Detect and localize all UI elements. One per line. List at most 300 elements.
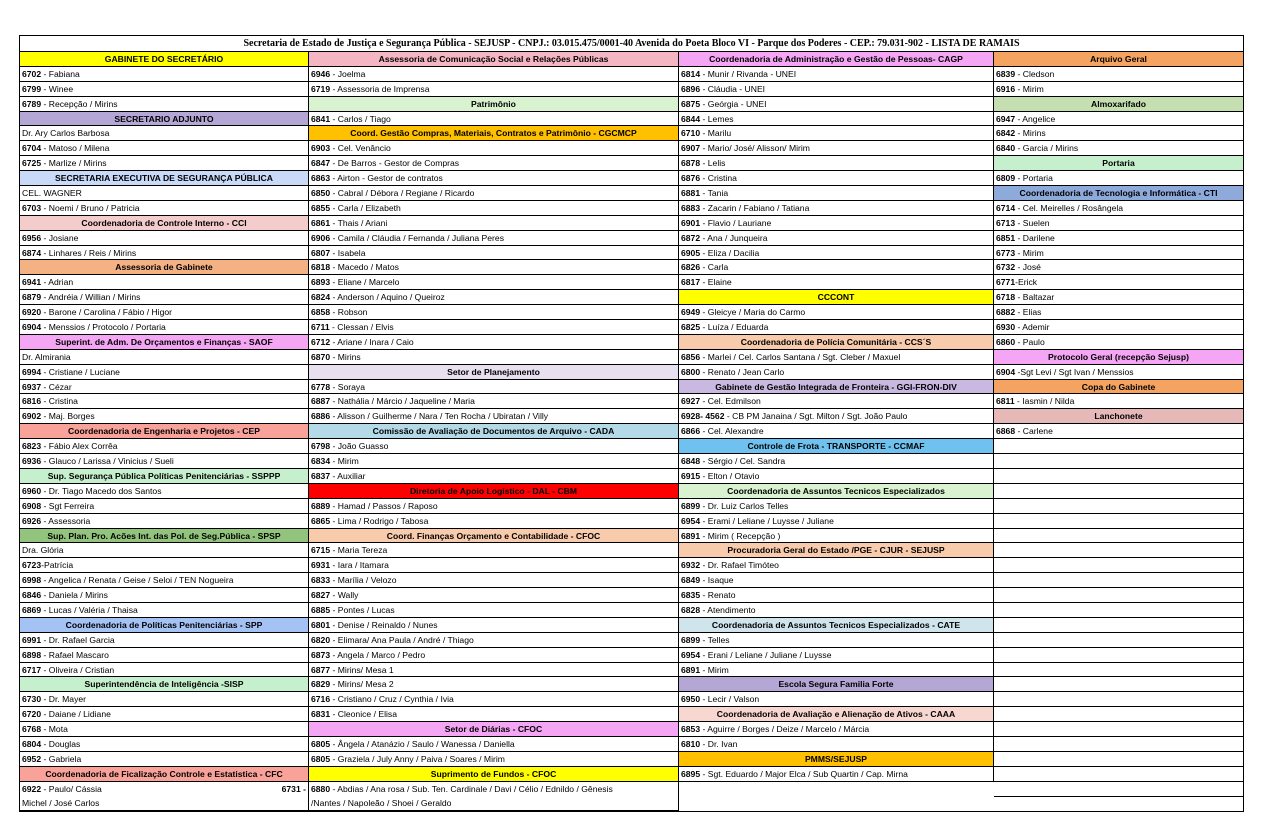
contact-names: - Carlene <box>1015 426 1053 437</box>
extension-row <box>309 588 678 603</box>
contact-names: - Dr. Mayer <box>41 694 87 705</box>
contact-names: - Cel. Venâncio <box>330 143 391 154</box>
contact-names: - Lucas / Valéria / Thaisa <box>41 604 138 615</box>
extension-row <box>20 290 308 305</box>
extension-number: 6891 <box>681 664 701 675</box>
contact-names: - Mota <box>41 724 68 735</box>
extension-row <box>309 543 678 558</box>
contact-names: - Marlei / Cel. Carlos Santana / Sgt. Cleber / Maxuel <box>700 351 901 362</box>
contact-names: Dr. Ary Carlos Barbosa <box>22 128 110 139</box>
empty-row <box>994 588 1243 603</box>
contact-names: - Douglas <box>41 738 81 749</box>
extension-number: 6789 <box>22 98 42 109</box>
section-header: Coordenadoria de Polícia Comunitária - CCS´S <box>679 335 993 350</box>
extension-row <box>994 141 1243 156</box>
extension-number: 6946 <box>311 68 331 79</box>
extension-number: 6937 <box>22 381 42 392</box>
extension-row <box>309 663 678 678</box>
extension-number: 6860 <box>996 336 1016 347</box>
extension-number: 6916 <box>996 83 1016 94</box>
extension-row <box>20 722 308 737</box>
extension-row <box>309 82 678 97</box>
contact-names: - Isaque <box>700 575 734 586</box>
contact-names: - Cledson <box>1015 68 1055 79</box>
extension-number: 6712 <box>311 336 331 347</box>
contact-names: - Dr. Luiz Carlos Telles <box>700 500 789 511</box>
extension-row <box>679 156 993 171</box>
extension-row <box>994 67 1243 82</box>
extension-row <box>994 112 1243 127</box>
extension-number: 6903 <box>311 143 331 154</box>
section-header: Arquivo Geral <box>994 52 1243 67</box>
extension-number: 6846 <box>22 590 42 601</box>
extension-row <box>309 231 678 246</box>
extension-row <box>309 394 678 409</box>
section-header: Assessoria de Comunicação Social e Relações Públicas <box>309 52 678 67</box>
contact-names: - Ademir <box>1015 322 1050 333</box>
extension-number: 6730 <box>22 694 42 705</box>
extension-row <box>309 499 678 514</box>
extension-row <box>679 737 993 752</box>
contact-names: - Mirins/ Mesa 2 <box>330 679 394 690</box>
extension-number: 6936 <box>22 456 42 467</box>
extension-row <box>679 514 993 529</box>
section-header: Superint. de Adm. De Orçamentos e Finanças - SAOF <box>20 335 308 350</box>
extension-row <box>309 216 678 231</box>
contact-names: - Atendimento <box>700 604 756 615</box>
empty-row <box>994 677 1243 692</box>
contact-names: - Clessan / Elvis <box>329 322 394 333</box>
extension-row <box>309 67 678 82</box>
extension-number: 6902 <box>22 411 42 422</box>
extension-row <box>20 543 308 558</box>
extension-row <box>679 394 993 409</box>
contact-names: - Josiane <box>41 232 79 243</box>
extension-number: 6714 <box>996 202 1016 213</box>
contact-names: - Renato / Jean Carlo <box>700 366 785 377</box>
contact-names: - Cláudia - UNEI <box>700 83 766 94</box>
extension-number: 6853 <box>681 724 701 735</box>
contact-names: - Wally <box>330 590 359 601</box>
extension-number: 6960 <box>22 485 42 496</box>
extension-number: 6949 <box>681 307 701 318</box>
extension-number: 6810 <box>681 738 701 749</box>
extension-row <box>20 394 308 409</box>
extension-row <box>20 499 308 514</box>
contact-names: - Angela / Marco / Pedro <box>330 649 426 660</box>
contact-names: - Iara / Itamara <box>330 560 389 571</box>
extension-row <box>994 335 1243 350</box>
extension-number: 6904 <box>996 366 1016 377</box>
extension-number: 6768 <box>22 724 42 735</box>
contact-names: - Macedo / Matos <box>330 262 399 273</box>
extension-number: 6848 <box>681 456 701 467</box>
contact-names: - Dr. Tiago Macedo dos Santos <box>41 485 162 496</box>
extension-row <box>20 246 308 261</box>
contact-names: - Mirim ( Recepção ) <box>700 530 781 541</box>
extension-number: 6861 <box>311 217 331 228</box>
extension-number: 6798 <box>311 441 331 452</box>
extension-row <box>994 320 1243 335</box>
extension-number: 6906 <box>311 232 331 243</box>
contact-names: - Cristiane / Luciane <box>41 366 120 377</box>
extension-number: 6844 <box>681 113 701 124</box>
extension-number: 6778 <box>311 381 331 392</box>
section-header: Copa do Gabinete <box>994 380 1243 395</box>
extension-row <box>679 67 993 82</box>
extension-row <box>309 156 678 171</box>
section-header: Coordenadoria de Assuntos Tecnicos Especializados <box>679 484 993 499</box>
contact-names: - Cristina <box>700 173 737 184</box>
extension-number: 6828 <box>681 604 701 615</box>
contact-names: - Erami / Leliane / Luysse / Juliane <box>700 515 834 526</box>
contact-names: - Gabriela <box>41 753 82 764</box>
contact-names: - Portaria <box>1015 173 1053 184</box>
contact-names: - Lecir / Valson <box>700 694 760 705</box>
extension-number: 6716 <box>311 694 331 705</box>
section-header: Coordenadoria de Avaliação e Alienação de Ativos - CAAA <box>679 707 993 722</box>
extension-row <box>309 186 678 201</box>
extension-row <box>994 231 1243 246</box>
extension-number: 6801 <box>311 619 331 630</box>
section-header: Coord. Finanças Orçamento e Contabilidade - CFOC <box>309 529 678 544</box>
extension-row <box>309 439 678 454</box>
contact-names: - Abdias / Ana rosa / Sub. Ten. Cardinale / Davi / Célio / Ednildo / Gênesis <box>330 783 613 794</box>
extension-row <box>309 737 678 752</box>
extension-number: 6863 <box>311 173 331 184</box>
extension-number: 6932 <box>681 560 701 571</box>
extension-number: 6818 <box>311 262 331 273</box>
extension-row <box>20 752 308 767</box>
extension-number: 6899 <box>681 634 701 645</box>
contact-names: - Renato <box>700 590 736 601</box>
extension-number: 6885 <box>311 604 331 615</box>
extension-row <box>679 767 993 782</box>
extension-number: 6866 <box>681 426 701 437</box>
section-header: Escola Segura Familia Forte <box>679 677 993 692</box>
extension-row <box>679 529 993 544</box>
empty-row <box>994 529 1243 544</box>
section-header: Coordenadoria de Tecnologia e Informática - CTI <box>994 186 1243 201</box>
extension-row <box>679 246 993 261</box>
section-header: Coord. Gestão Compras, Materiais, Contratos e Patrimônio - CGCMCP <box>309 126 678 141</box>
section-header: Protocolo Geral (recepção Sejusp) <box>994 350 1243 365</box>
extension-row <box>679 320 993 335</box>
section-header: Portaria <box>994 156 1243 171</box>
contact-names: - Matoso / Milena <box>41 143 110 154</box>
contact-names: - Menssios / Protocolo / Portaria <box>41 322 166 333</box>
contact-names: - Denise / Reinaldo / Nunes <box>330 619 438 630</box>
extension-row <box>679 409 993 424</box>
contact-names: - Andréia / Willian / Mirins <box>41 292 141 303</box>
extension-number: 6732 <box>996 262 1016 273</box>
extension-number: 6715 <box>311 545 331 556</box>
extension-row <box>20 231 308 246</box>
contact-names: - Fabiana <box>41 68 80 79</box>
extension-number: 6811 <box>996 396 1015 407</box>
empty-row <box>994 618 1243 633</box>
extension-number: 6805 <box>311 753 331 764</box>
extension-row <box>994 275 1243 290</box>
contact-names: - Zacarin / Fabiano / Tatiana <box>700 202 810 213</box>
extension-number: 6826 <box>681 262 701 273</box>
section-header: Procuradoria Geral do Estado /PGE - CJUR - SEJUSP <box>679 543 993 558</box>
extension-number: 6883 <box>681 202 701 213</box>
section-header: Sup. Plan. Pro. Acões Int. das Pol. de Seg.Pública - SPSP <box>20 529 308 544</box>
extension-number: 6809 <box>996 173 1016 184</box>
extension-number: 6869 <box>22 604 42 615</box>
document-title: Secretaria de Estado de Justiça e Segurança Pública - SEJUSP - CNPJ.: 03.015.475/0001-40 Avenida do Poeta Bloco VI - Parque dos Poderes - CEP.: 79.031-902 - LISTA DE RAMAIS <box>20 36 1243 52</box>
extension-row <box>309 246 678 261</box>
section-header: Lanchonete <box>994 409 1243 424</box>
extension-number: 6954 <box>681 515 701 526</box>
extension-row <box>309 633 678 648</box>
extension-row <box>309 707 678 722</box>
extension-row <box>994 290 1243 305</box>
section-header: CCCONT <box>679 290 993 305</box>
extension-number: 6931 <box>311 560 331 571</box>
extension-number: 6991 <box>22 634 42 645</box>
contact-names: - Mirim <box>1015 83 1044 94</box>
extension-number: 6907 <box>681 143 701 154</box>
contact-names: - Marlize / Mirins <box>41 158 107 169</box>
extension-row <box>309 335 678 350</box>
extension-row <box>679 97 993 112</box>
section-header: Coordenadoria de Políticas Penitenciárias - SPP <box>20 618 308 633</box>
extension-row <box>994 246 1243 261</box>
extension-number: 6840 <box>996 143 1016 154</box>
contact-names: - Munir / Rivanda - UNEI <box>700 68 797 79</box>
extension-number: 6825 <box>681 322 701 333</box>
extension-row <box>679 648 993 663</box>
extension-number: 6719 <box>311 83 331 94</box>
contact-names: - Rafael Mascaro <box>41 649 109 660</box>
contact-names: - Darilene <box>1015 232 1055 243</box>
extension-number: 6874 <box>22 247 42 258</box>
contact-names: - Daiane / Lidiane <box>41 709 111 720</box>
contact-names: - Lelis <box>700 158 726 169</box>
contact-names: - Dr. Rafael Timóteo <box>700 560 779 571</box>
empty-row <box>994 782 1243 797</box>
extension-row <box>994 126 1243 141</box>
contact-names: - Oliveira / Cristian <box>41 664 115 675</box>
contact-names: -Patrícia <box>41 560 74 571</box>
section-header: Coordenadoria de Assuntos Tecnicos Especializados - CATE <box>679 618 993 633</box>
contact-names: - Eliane / Marcelo <box>330 277 400 288</box>
section-header: Diretoria de Apoio Logístico - DAL - CBM <box>309 484 678 499</box>
contact-names: - Mirins <box>330 351 361 362</box>
contact-names: - Dr. Rafael Garcia <box>41 634 115 645</box>
section-header: Superintendência de Inteligência -SISP <box>20 677 308 692</box>
extension-number: 6882 <box>996 307 1016 318</box>
extension-number: 6881 <box>681 188 701 199</box>
extension-row <box>20 365 308 380</box>
contact-names: - Soraya <box>330 381 365 392</box>
extension-number: 6998 <box>22 575 42 586</box>
empty-row <box>994 484 1243 499</box>
extension-number: 6704 <box>22 143 42 154</box>
extension-number: 6868 <box>996 426 1016 437</box>
extension-row <box>20 484 308 499</box>
extension-row <box>309 454 678 469</box>
contact-names: - Glauco / Larissa / Vinicius / Sueli <box>41 456 174 467</box>
contact-names: - Ângela / Atanázio / Saulo / Wanessa / Daniella <box>330 738 515 749</box>
section-header: SECRETARIO ADJUNTO <box>20 112 308 127</box>
extension-row <box>994 424 1243 439</box>
extension-row <box>679 171 993 186</box>
extension-row <box>679 573 993 588</box>
contact-names: - Linhares / Reis / Mirins <box>41 247 137 258</box>
contact-names: - Paulo <box>1015 336 1045 347</box>
extension-number: 6930 <box>996 322 1016 333</box>
extension-number: 6831 <box>311 709 331 720</box>
extension-number: 6820 <box>311 634 331 645</box>
extension-number: 6896 <box>681 83 701 94</box>
section-header: Almoxarifado <box>994 97 1243 112</box>
empty-row <box>994 573 1243 588</box>
extension-row <box>679 722 993 737</box>
contact-names: - Cézar <box>41 381 72 392</box>
extension-number: 6855 <box>311 202 331 213</box>
section-header: Gabinete de Gestão Integrada de Fronteira - GGI-FRON-DIV <box>679 380 993 395</box>
extension-row <box>309 380 678 395</box>
extension-row <box>20 558 308 573</box>
contact-names: - Noemi / Bruno / Patricia <box>41 202 140 213</box>
empty-row <box>994 439 1243 454</box>
section-header: Assessoria de Gabinete <box>20 260 308 275</box>
contact-names: - Flavio / Lauriane <box>700 217 772 228</box>
extension-row <box>309 603 678 618</box>
extension-number: 6718 <box>996 292 1016 303</box>
column-3 <box>679 52 994 782</box>
extension-row <box>309 201 678 216</box>
empty-row <box>994 722 1243 737</box>
extension-number: 6927 <box>681 396 701 407</box>
contact-names: - Camila / Cláudia / Fernanda / Juliana Peres <box>330 232 504 243</box>
extension-number: 6876 <box>681 173 701 184</box>
contact-names: - Mirim <box>330 456 359 467</box>
extension-row <box>20 603 308 618</box>
contact-names: - Anderson / Aquino / Queiroz <box>330 292 445 303</box>
extension-row <box>20 380 308 395</box>
empty-row <box>994 767 1243 782</box>
extension-number: 6851 <box>996 232 1016 243</box>
extension-row <box>679 558 993 573</box>
contact-names: - Maj. Borges <box>41 411 95 422</box>
contact-names: - Carla <box>700 262 729 273</box>
extension-number: 6823 <box>22 441 42 452</box>
extension-number: 6731 - <box>281 783 306 794</box>
extension-row <box>20 320 308 335</box>
extension-row <box>20 350 308 365</box>
extension-row <box>994 394 1243 409</box>
section-header: Patrimônio <box>309 97 678 112</box>
contact-names: - Mirins <box>1015 128 1046 139</box>
extension-number: 6773 <box>996 247 1016 258</box>
section-header: Coordenadoria de Engenharia e Projetos - CEP <box>20 424 308 439</box>
extension-number: 6824 <box>311 292 331 303</box>
extension-number: 6899 <box>681 500 701 511</box>
extension-row <box>309 677 678 692</box>
extension-row <box>994 260 1243 275</box>
extension-row <box>20 707 308 722</box>
extension-number: 6886 <box>311 411 331 422</box>
extension-row <box>309 350 678 365</box>
contact-names: - Mirim <box>700 664 729 675</box>
extension-row <box>679 126 993 141</box>
extension-row <box>20 439 308 454</box>
section-header: Suprimento de Fundos - CFOC <box>309 767 678 782</box>
extension-number: 6833 <box>311 575 331 586</box>
extension-number: 6814 <box>681 68 701 79</box>
extension-number: 6872 <box>681 232 701 243</box>
extension-row <box>309 260 678 275</box>
empty-row <box>994 707 1243 722</box>
extension-row <box>309 290 678 305</box>
extension-row <box>679 469 993 484</box>
extension-row <box>679 112 993 127</box>
extension-row <box>994 82 1243 97</box>
extension-row <box>994 201 1243 216</box>
empty-row <box>994 543 1243 558</box>
section-header: GABINETE DO SECRETÁRIO <box>20 52 308 67</box>
extension-number: 6908 <box>22 500 42 511</box>
contact-names: - Gleicye / Maria do Carmo <box>700 307 806 318</box>
extension-number: 6847 <box>311 158 331 169</box>
extension-row <box>309 409 678 424</box>
extension-number: 6893 <box>311 277 331 288</box>
contact-names: -Erick <box>1015 277 1038 288</box>
extension-number: 6799 <box>22 83 42 94</box>
contact-names: -Sgt Levi / Sgt Ivan / Menssios <box>1015 366 1134 377</box>
extension-number: 6858 <box>311 307 331 318</box>
extension-number: 6891 <box>681 530 701 541</box>
extension-number: 6954 <box>681 649 701 660</box>
extension-row <box>309 618 678 633</box>
extension-number: 6947 <box>996 113 1016 124</box>
contact-names: - Elaine <box>700 277 732 288</box>
section-header: Coordenadoria de Administração e Gestão de Pessoas- CAGP <box>679 52 993 67</box>
contact-names: - Mario/ José/ Alisson/ Mirim <box>700 143 810 154</box>
contact-names: - Cleonice / Elisa <box>330 709 397 720</box>
extension-number: 6952 <box>22 753 42 764</box>
contact-names: - Maria Tereza <box>330 545 388 556</box>
contact-names: CEL. WAGNER <box>22 188 82 199</box>
extension-row <box>20 648 308 663</box>
section-header: Setor de Planejamento <box>309 365 678 380</box>
contact-names: - Angelica / Renata / Geise / Seloi / TEN Nogueira <box>41 575 234 586</box>
contact-names: - Cel. Alexandre <box>700 426 764 437</box>
extension-number: 6804 <box>22 738 42 749</box>
contact-names: - Erani / Leliane / Juliane / Luysse <box>700 649 832 660</box>
extension-number: 6870 <box>311 351 331 362</box>
empty-row <box>994 603 1243 618</box>
extension-row <box>309 469 678 484</box>
empty-row <box>994 469 1243 484</box>
contact-names: - Alisson / Guilherme / Nara / Ten Rocha / Ubiratan / Villy <box>330 411 549 422</box>
contact-names-continued: Michel / José Carlos <box>22 798 100 809</box>
contact-names: - Marilu <box>700 128 732 139</box>
contact-names: - Iasmin / Nilda <box>1014 396 1075 407</box>
contact-names: - Assessoria de Imprensa <box>330 83 430 94</box>
empty-row <box>994 663 1243 678</box>
extension-number: 6817 <box>681 277 701 288</box>
extension-row <box>679 663 993 678</box>
extension-row <box>20 126 308 141</box>
contact-names: - Mirins/ Mesa 1 <box>330 664 394 675</box>
contact-names: - Geórgia - UNEI <box>700 98 767 109</box>
contact-names: - Angelice <box>1015 113 1056 124</box>
